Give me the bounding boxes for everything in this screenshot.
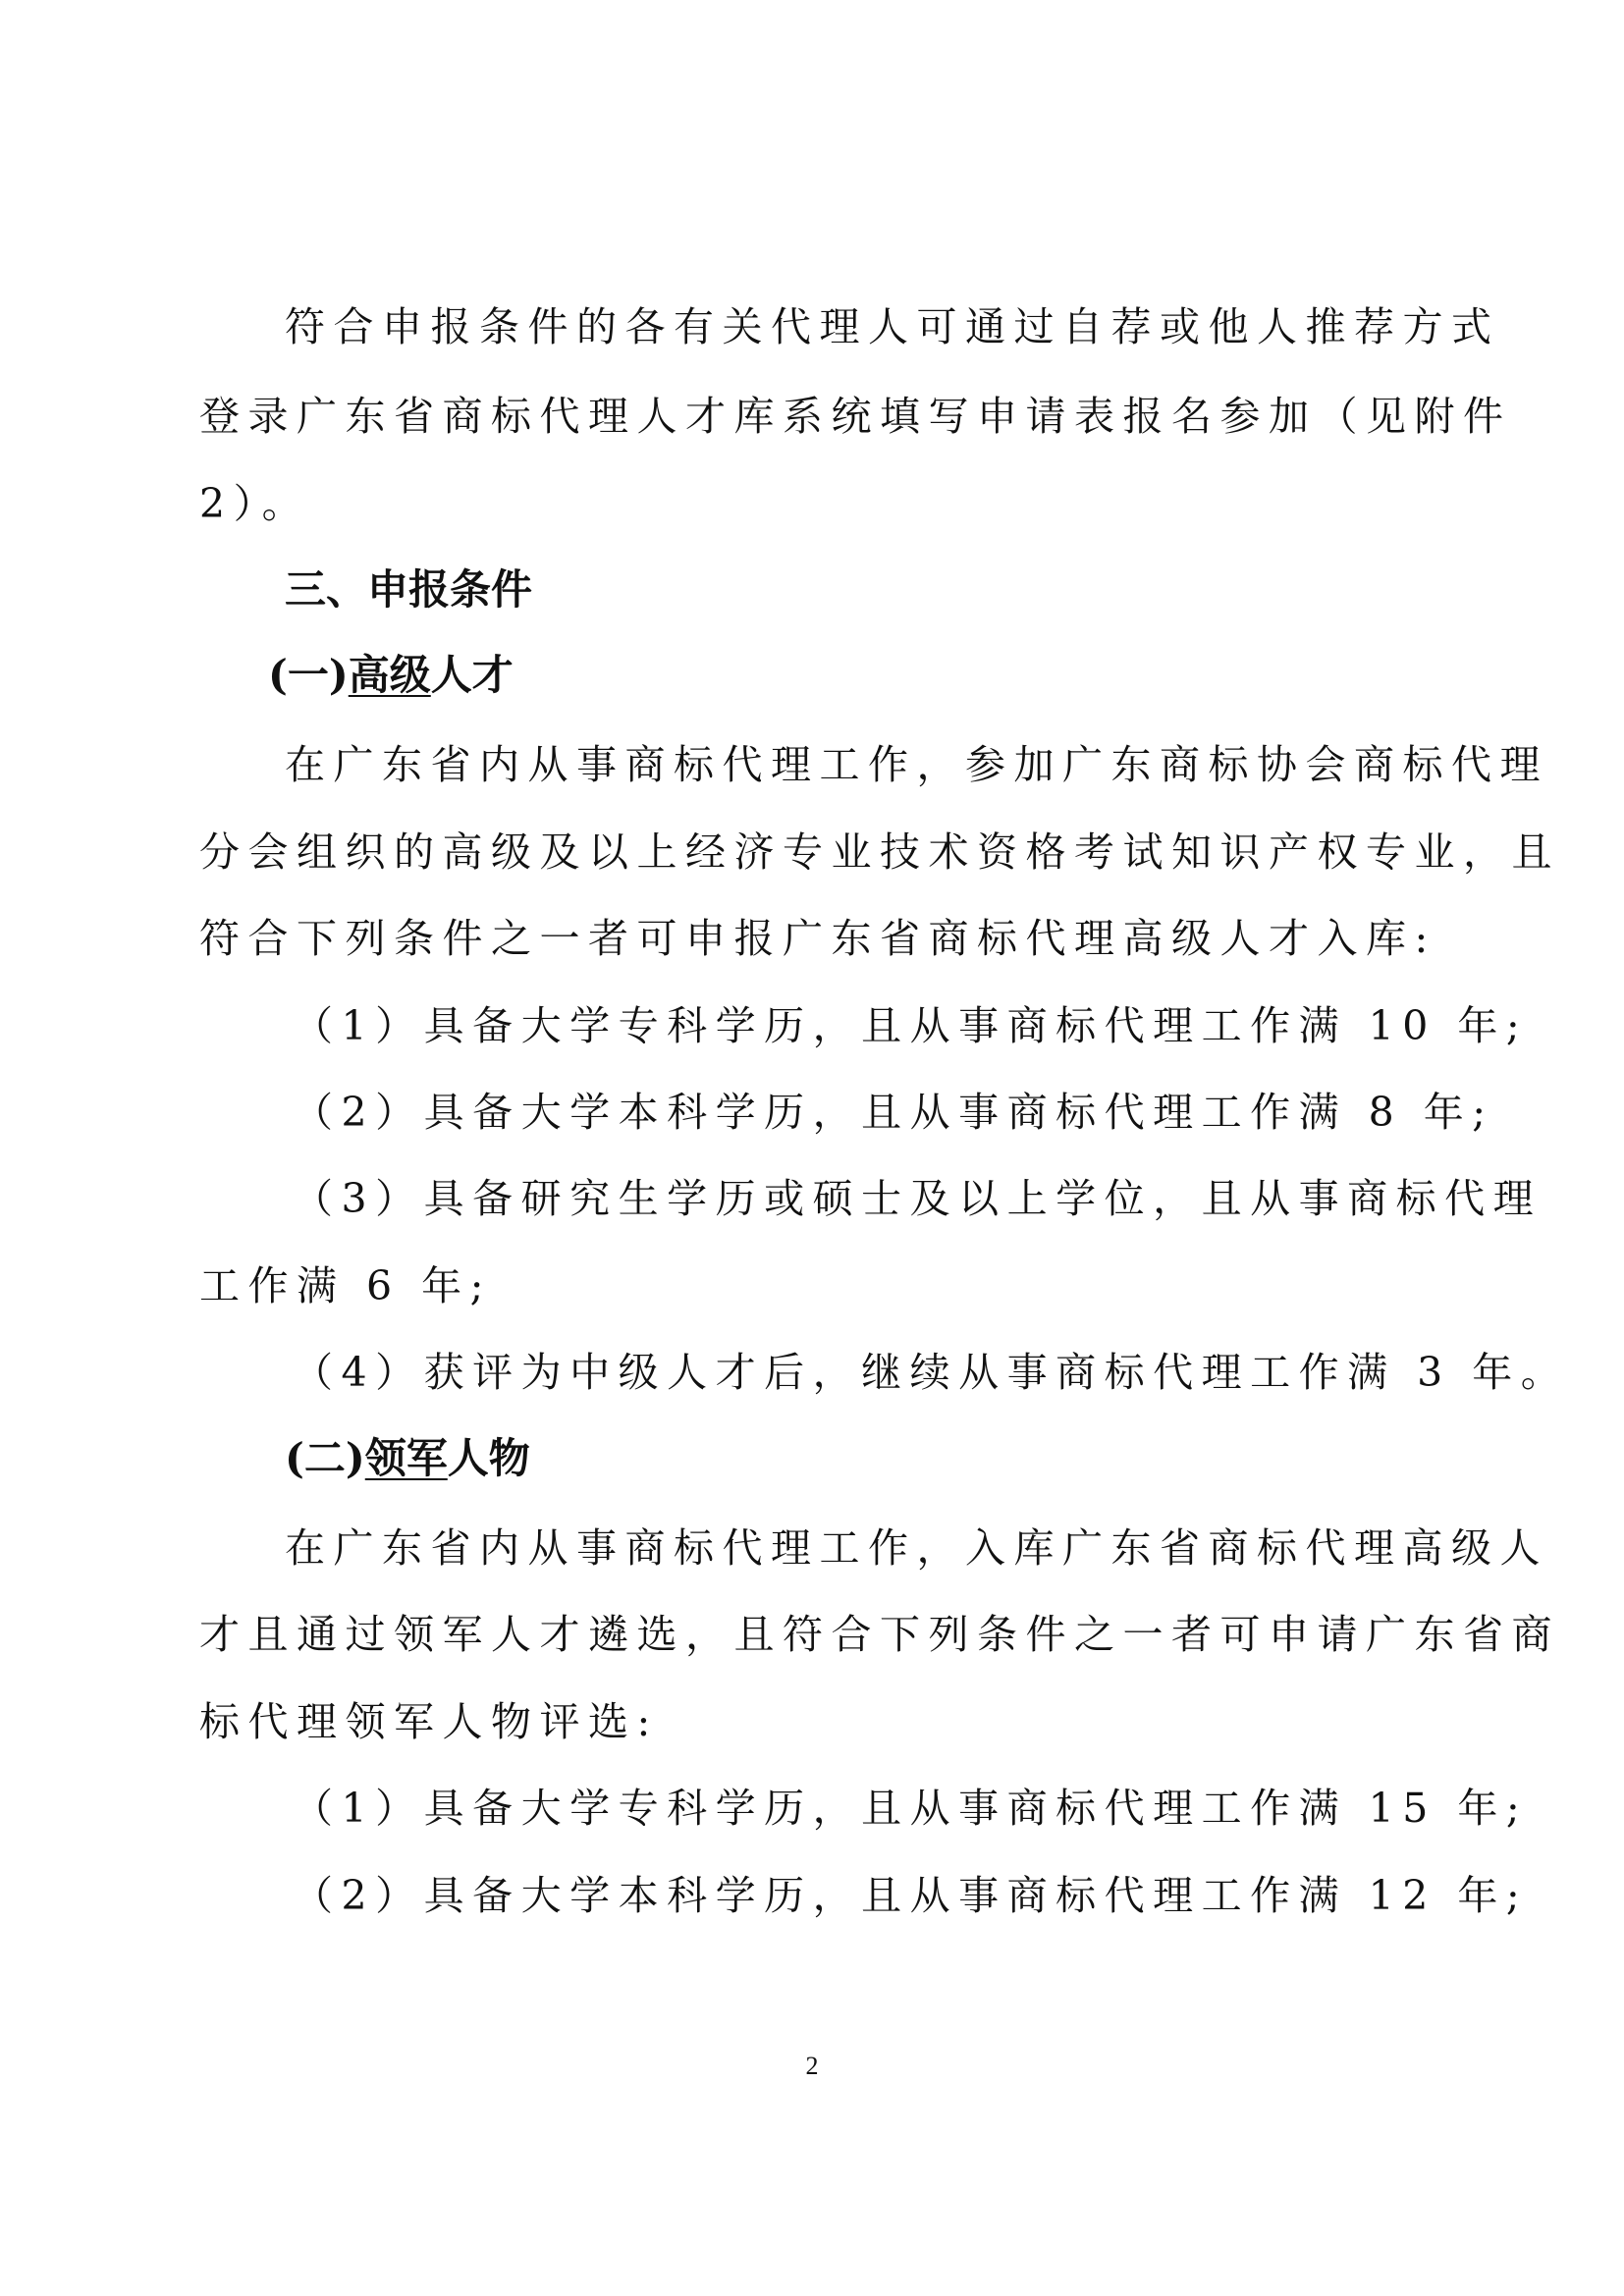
subsection-title-senior — [268, 651, 514, 700]
intro-line-3: 2）。 — [199, 480, 311, 527]
subsection-prefix: (一) — [268, 651, 349, 699]
senior-desc-line-2: 分会组织的高级及以上经济专业技术资格考试知识产权专业，且 — [199, 828, 1560, 876]
senior-item-3-line-1: （3）具备研究生学历或硕士及以上学位，且从事商标代理 — [293, 1175, 1543, 1222]
senior-desc-line-3: 符合下列条件之一者可申报广东省商标代理高级人才入库: — [199, 915, 1436, 962]
subsection-title-leader — [285, 1434, 530, 1483]
leader-desc-line-2: 才且通过领军人才遴选，且符合下列条件之一者可申请广东省商 — [199, 1611, 1560, 1658]
subsection-underlined: 高级 — [348, 651, 431, 699]
senior-item-1: （1）具备大学专科学历，且从事商标代理工作满 10 年; — [293, 1002, 1529, 1049]
leader-item-2: （2）具备大学本科学历，且从事商标代理工作满 12 年; — [293, 1872, 1529, 1919]
senior-item-4: （4）获评为中级人才后，继续从事商标代理工作满 3 年。 — [293, 1349, 1570, 1396]
leader-desc-line-3: 标代理领军人物评选: — [199, 1698, 659, 1745]
subsection-suffix: 人才 — [430, 651, 514, 699]
subsection-prefix: (二) — [285, 1434, 365, 1482]
senior-item-2: （2）具备大学本科学历，且从事商标代理工作满 8 年; — [293, 1089, 1494, 1136]
intro-line-2: 登录广东省商标代理人才库系统填写申请表报名参加（见附件 — [199, 393, 1512, 440]
subsection-suffix: 人物 — [447, 1434, 530, 1482]
senior-desc-line-1: 在广东省内从事商标代理工作，参加广东商标协会商标代理 — [285, 741, 1548, 788]
section-heading: 三、申报条件 — [285, 565, 533, 614]
leader-desc-line-1: 在广东省内从事商标代理工作，入库广东省商标代理高级人 — [285, 1524, 1548, 1572]
page-number: 2 — [805, 2052, 819, 2080]
subsection-underlined: 领军 — [364, 1434, 448, 1482]
leader-item-1: （1）具备大学专科学历，且从事商标代理工作满 15 年; — [293, 1785, 1529, 1832]
senior-item-3-line-2: 工作满 6 年; — [199, 1262, 492, 1309]
intro-line-1: 符合申报条件的各有关代理人可通过自荐或他人推荐方式 — [285, 303, 1500, 350]
